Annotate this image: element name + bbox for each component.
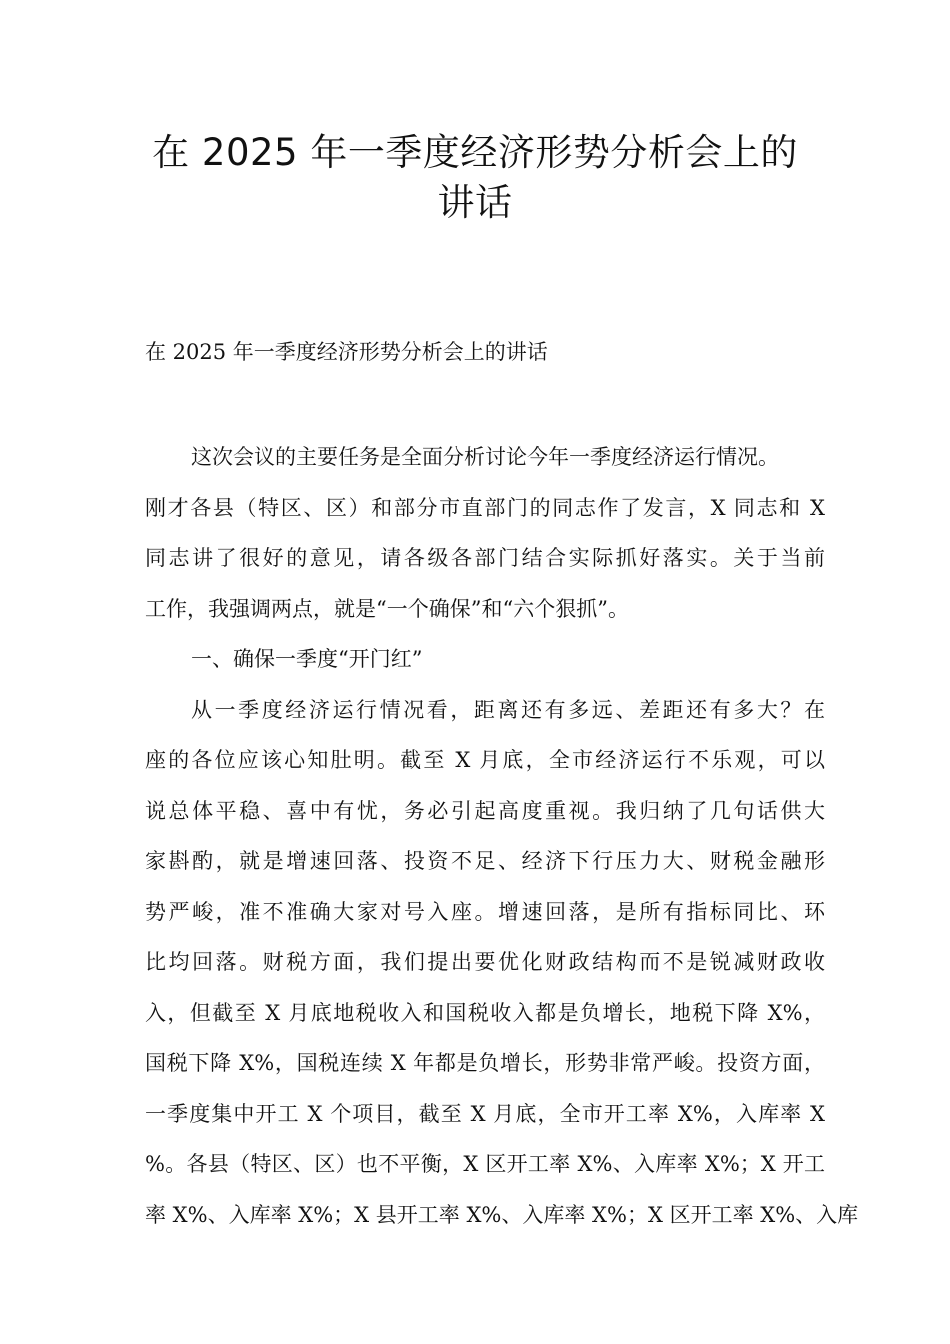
- section-heading: 一、确保一季度“开门红”: [191, 647, 423, 671]
- body-line: 这次会议的主要任务是全面分析讨论今年一季度经济运行情况。: [191, 445, 779, 469]
- body-line: 家斟酌，就是增速回落、投资不足、经济下行压力大、财税金融形: [145, 849, 825, 873]
- body-line: 从一季度经济运行情况看，距离还有多远、差距还有多大？在: [191, 697, 825, 722]
- body-line: 入，但截至 X 月底地税收入和国税收入都是负增长，地税下降 X%，: [145, 1000, 825, 1025]
- body-line: 势严峻，准不准确大家对号入座。增速回落，是所有指标同比、环: [145, 899, 825, 924]
- document-subtitle: 在 2025 年一季度经济形势分析会上的讲话: [145, 340, 548, 364]
- document-title: [95, 128, 855, 228]
- body-line: 一季度集中开工 X 个项目，截至 X 月底，全市开工率 X%，入库率 X: [145, 1101, 825, 1126]
- title-line-2: 讲话: [437, 181, 513, 224]
- body-line: 刚才各县（特区、区）和部分市直部门的同志作了发言，X 同志和 X: [145, 495, 825, 520]
- body-line: 说总体平稳、喜中有忧，务必引起高度重视。我归纳了几句话供大: [145, 798, 825, 823]
- body-line: 比均回落。财税方面，我们提出要优化财政结构而不是锐减财政收: [145, 950, 825, 974]
- body-line: 国税下降 X%，国税连续 X 年都是负增长，形势非常严峻。投资方面，: [145, 1051, 825, 1075]
- body-line: 率 X%、入库率 X%；X 县开工率 X%、入库率 X%；X 区开工率 X%、入库: [145, 1202, 859, 1227]
- body-line: %。各县（特区、区）也不平衡，X 区开工率 X%、入库率 X%；X 开工: [145, 1152, 825, 1176]
- title-line-1: 在 2025 年一季度经济形势分析会上的: [152, 131, 798, 174]
- body-line: 工作，我强调两点，就是“一个确保”和“六个狠抓”。: [145, 596, 629, 621]
- document-body: [145, 432, 859, 1240]
- body-line: 同志讲了很好的意见，请各级各部门结合实际抓好落实。关于当前: [145, 546, 825, 570]
- body-line: 座的各位应该心知肚明。截至 X 月底，全市经济运行不乐观，可以: [145, 748, 825, 772]
